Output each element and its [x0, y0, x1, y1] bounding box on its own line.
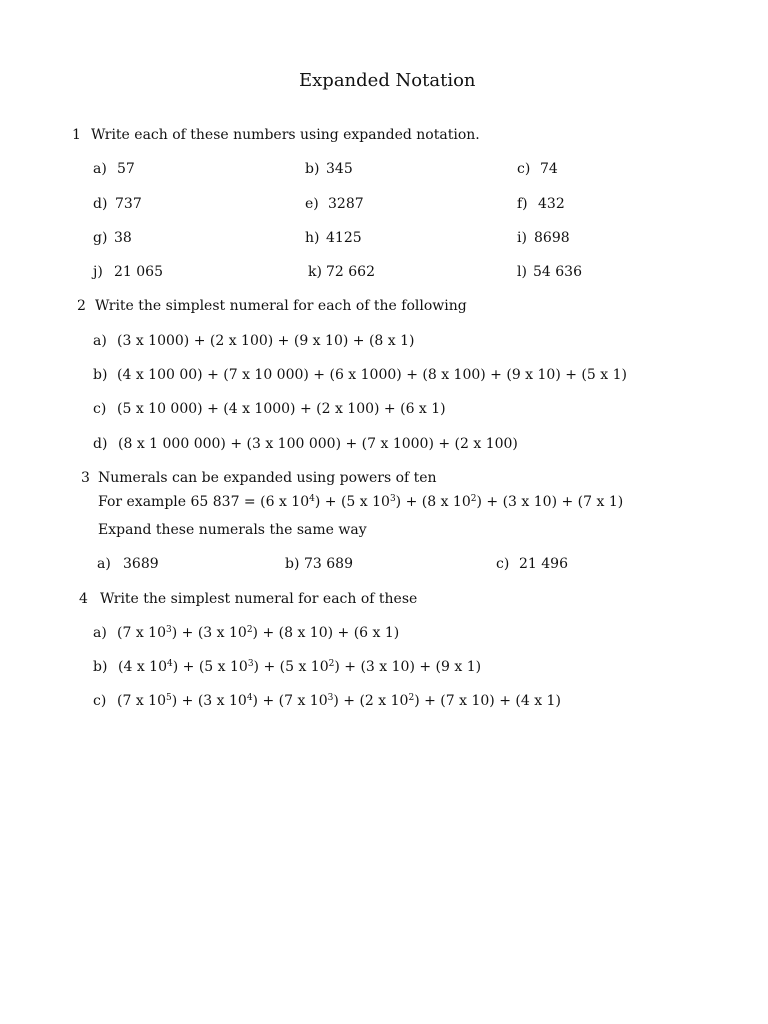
q3-example-term: + (5 x $10^3$) [320, 494, 402, 510]
q2-item-value: (5 x 10 000) + (4 x 1000) + (2 x 100) + (6 x 1) [117, 401, 446, 417]
q2-prompt: Write the simplest numeral for each of the following [95, 298, 467, 314]
q4-item-expression: (4 x $10^4) + (5$ x $10^3) + (5$ x $10^2) + (3$ x 10) + (9 x 1) [118, 659, 482, 675]
q2-item-value: (8 x 1 000 000) + (3 x 100 000) + (7 x 1000) + (2 x 100) [118, 436, 518, 452]
q1-item-label: d) [93, 196, 108, 212]
q1-item-label: b) [305, 161, 320, 177]
q1-item-value: 4125 [326, 230, 362, 246]
q3-item-value: 73 689 [304, 556, 353, 572]
q4-item-expression: (7 x $10^5) + (3$ x $10^4) + (7$ x $10^3) + (2$ x $10^2) + (7$ x 10) + (4 x 1) [117, 693, 561, 709]
q1-item-value: 432 [538, 196, 565, 212]
q3-item-value: 21 496 [519, 556, 568, 572]
q1-item-label: c) [517, 161, 531, 177]
q1-number: 1 [72, 127, 81, 143]
q1-item-label: h) [305, 230, 320, 246]
q2-item-value: (4 x 100 00) + (7 x 10 000) + (6 x 1000) + (8 x 100) + (9 x 10) + (5 x 1) [117, 367, 627, 383]
q4-prompt: Write the simplest numeral for each of these [100, 591, 418, 607]
q3-example-term: (6 x $10^4$) [260, 494, 321, 510]
q1-item-label: f) [517, 196, 528, 212]
q1-item-label: j) [93, 264, 103, 280]
q4-item-label: a) [93, 625, 107, 641]
q2-item-label: d) [93, 436, 108, 452]
q1-item-value: 57 [117, 161, 135, 177]
q2-item-label: b) [93, 367, 108, 383]
q3-item-label: c) [496, 556, 510, 572]
q1-item-value: 737 [115, 196, 142, 212]
q4-item-label: b) [93, 659, 108, 675]
q1-item-label: k) [308, 264, 322, 280]
q2-item-label: a) [93, 333, 107, 349]
q1-prompt: Write each of these numbers using expanded notation. [91, 127, 480, 143]
q1-item-value: 72 662 [326, 264, 375, 280]
q1-item-label: l) [517, 264, 527, 280]
q1-item-value: 38 [114, 230, 132, 246]
q1-item-value: 8698 [534, 230, 570, 246]
q1-item-value: 21 065 [114, 264, 163, 280]
q4-item-label: c) [93, 693, 107, 709]
q4-item-expression: (7 x $10^3) + (3$ x $10^2) + (8$ x 10) + (6 x 1) [117, 625, 400, 641]
q3-instruction: Expand these numerals the same way [98, 522, 367, 538]
q3-prompt: Numerals can be expanded using powers of ten [98, 470, 437, 486]
q2-number: 2 [77, 298, 86, 314]
q1-item-label: e) [305, 196, 319, 212]
q1-item-label: i) [517, 230, 527, 246]
q1-item-value: 54 636 [533, 264, 582, 280]
q3-example [98, 495, 623, 509]
q3-item-label: a) [97, 556, 111, 572]
q1-item-value: 3287 [328, 196, 364, 212]
q3-example-term: + (8 x $10^2$) [401, 494, 482, 510]
page-title: Expanded Notation [299, 70, 476, 91]
q1-item-value: 74 [540, 161, 558, 177]
q1-item-value: 345 [326, 161, 353, 177]
q2-item-label: c) [93, 401, 107, 417]
q3-item-value: 3689 [123, 556, 159, 572]
q3-example-term: + (3 x 10) + (7 x 1) [481, 494, 624, 510]
q2-item-value: (3 x 1000) + (2 x 100) + (9 x 10) + (8 x 1) [117, 333, 415, 349]
q3-number: 3 [81, 470, 90, 486]
q1-item-label: a) [93, 161, 107, 177]
q3-example-intro: For example 65 837 = [98, 494, 261, 510]
q3-item-label: b) [285, 556, 300, 572]
q1-item-label: g) [93, 230, 108, 246]
q4-number: 4 [79, 591, 88, 607]
